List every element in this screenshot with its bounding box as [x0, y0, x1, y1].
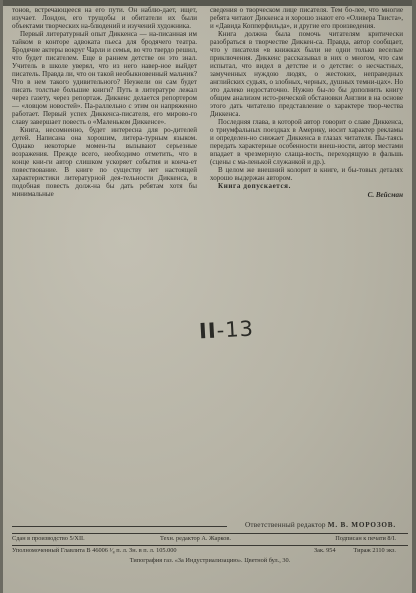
paragraph: Первый литературный опыт Диккенса — на-писанная им тайком в конторе адвоката пьеса для бродячего театра. Бродячие актеры вокруг Чарли и семья, во что твердо решил, что будет писателем. Еще в раннем детстве он это знал. Учитель в школе уверял, что из него навер-ное выйдет писатель. Правда ли, что он такой необыкновенный мальчик? Что в нем такого удивительного? Неужели он сам будет писать толстые большие книги? Путь в литературе лежал через газету, через репортаж. Диккенс делается репортером — «ловцом новостей». Па-раллельно с этим он напряженно работает. Первый успех Диккенса-писателя, его мирово-го славу завершает повесть о «Маленьком Диккенсе». [12, 30, 197, 127]
imprint-row-3 [12, 556, 408, 566]
paragraph: В целом же внешний колорит в книге, и бы-товых деталях хорошо выдержан автором. [210, 166, 403, 183]
editor-name: М. В. МОРОЗОВ. [327, 521, 396, 529]
archive-stamp [198, 317, 254, 344]
editor-label: Ответственный редактор [245, 521, 326, 529]
tech-editor: Техн. редактор А. Жарков. [160, 535, 231, 542]
glavlit-line: Уполномоченный Главлита В 46006 ¹⁄₈ п. л. Зн. в п. л. 105.000 [12, 546, 177, 554]
paragraph: Книга должна была помочь читателям критически разобраться в творчестве Диккен-са. Правда, автор сообщает, что у писателя «в книжках были не одни только веселые приключения. Диккенс рассказывал в них о многом, что сам испытал, что видел в детстве и о детстве: о несчастных, замученных нуждою людях, о жестоких, неправедных английских судьях, о злобных, черных, душных темни-цах». Но это далеко недостаточно. Нужно бы-ло бы дополнить книгу общим анализом исто-рической обстановки Англии в на основе этого дать читателю представление о характере твор-чества Диккенса. [210, 30, 403, 119]
left-text-column [12, 6, 197, 198]
scan-edge-left [0, 0, 3, 593]
scan-edge-right [412, 0, 416, 593]
signed-to-print: Подписан к печати 8/I. [335, 535, 396, 542]
paragraph: тонов, встречающееся на его пути. Он наблю-дает, ищет, изучает. Лондон, его трущобы и обитатели их были объектами творческих на-блюдений и изучений художника. [12, 6, 197, 31]
printer-line: Типография газ. «За Индустриализацию». Цветной бул., 30. [129, 556, 291, 564]
reviewer-signature: С. Вейсман [367, 191, 403, 200]
review-conclusion: Книга допускается. [218, 182, 291, 191]
paragraph: Книга, несомненно, будет интересна для ро-дителей детей. Написана она хорошим, литера-турным языком. Однако некоторые момен-ты вызывают серьезные возражения. Прежде всего, необходимо отметить, что в конце кни-ги автор слишком ускоряет события и конча-ет повествование. В книге по существу нет настоящей характеристики литературной дея-тельности Диккенса, в подобная повесть долж-на бы дать ребятам хотя бы минимальные [12, 126, 197, 199]
stamp-number: -13 [216, 316, 255, 343]
circulation: Тираж 2110 экз. [353, 546, 396, 554]
sent-to-production: Сдан в производство 5/XII. [12, 535, 85, 542]
order-number: Зак. 954 [314, 546, 336, 554]
right-text-column [210, 6, 403, 199]
imprint-block [12, 532, 408, 565]
stamp-bars: II [198, 318, 218, 344]
editor-credit [245, 521, 396, 529]
paragraph: Последняя глава, в которой автор говорит о славе Диккенса, о триумфальных поездках в Америку, носит характер рекламы и определен-но снижает Диккенса в глазах читателя. Пы-таясь передать характерные особенности внеш-ности, автор местами впадает в чрезмерную слаща-вость, переходящую в фальшь (сцены с ма-ленькой служанкой и др.). [210, 118, 403, 167]
paragraph: сведения о творческом лице писателя. Тем бо-лее, что многие ребята читают Диккенса и хорошо знают его «Оливера Твиста», и «Давида Копперфильда», и другие его произведения. [210, 6, 403, 31]
imprint-row-1 [12, 533, 408, 544]
imprint-row-2 [12, 545, 408, 556]
editor-rule [12, 526, 227, 527]
